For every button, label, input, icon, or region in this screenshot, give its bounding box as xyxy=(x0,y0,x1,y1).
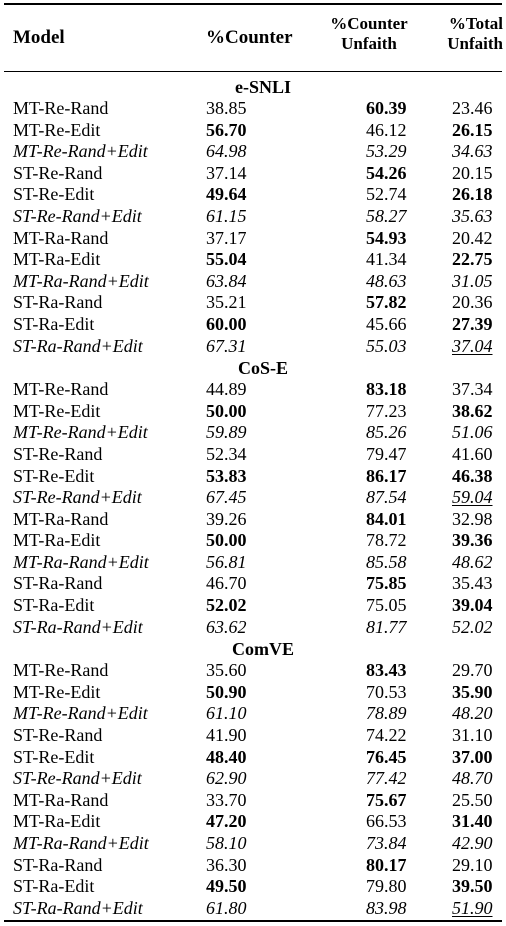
cell-counter: 50.00 xyxy=(206,400,247,421)
cell-counter-unfaith: 83.98 xyxy=(366,897,407,918)
cell-counter-unfaith: 84.01 xyxy=(366,508,407,529)
cell-counter: 67.45 xyxy=(206,487,247,508)
cell-model: MT-Ra-Edit xyxy=(13,530,101,551)
table-row xyxy=(0,747,506,769)
cell-counter: 50.90 xyxy=(206,681,247,702)
table-row xyxy=(0,163,506,185)
cell-model: MT-Re-Edit xyxy=(13,119,101,140)
cell-counter: 61.15 xyxy=(206,205,247,226)
table-row xyxy=(0,444,506,466)
top-rule xyxy=(4,3,502,5)
cell-model: ST-Ra-Rand xyxy=(13,573,103,594)
cell-total-unfaith: 37.04 xyxy=(452,335,493,356)
cell-counter: 48.40 xyxy=(206,746,247,767)
header-model: Model xyxy=(13,27,65,48)
cell-counter: 36.30 xyxy=(206,854,247,875)
cell-total-unfaith: 29.70 xyxy=(452,660,493,681)
cell-counter-unfaith: 52.74 xyxy=(366,184,407,205)
cell-total-unfaith: 22.75 xyxy=(452,249,493,270)
cell-counter: 58.10 xyxy=(206,833,247,853)
cell-counter-unfaith: 41.34 xyxy=(366,249,407,270)
cell-model: ST-Ra-Edit xyxy=(13,313,95,334)
cell-total-unfaith: 52.02 xyxy=(452,616,493,637)
cell-counter-unfaith: 80.17 xyxy=(366,854,407,875)
cell-counter: 33.70 xyxy=(206,789,247,810)
cell-counter-unfaith: 57.82 xyxy=(366,292,407,313)
cell-total-unfaith: 35.63 xyxy=(452,205,493,226)
cell-counter: 37.17 xyxy=(206,227,247,248)
cell-counter: 56.70 xyxy=(206,119,247,140)
cell-total-unfaith: 46.38 xyxy=(452,465,493,486)
table-row xyxy=(0,876,506,898)
cell-total-unfaith: 27.39 xyxy=(452,313,493,334)
cell-total-unfaith: 26.18 xyxy=(452,184,493,205)
cell-total-unfaith: 37.34 xyxy=(452,379,493,400)
cell-counter: 60.00 xyxy=(206,313,247,334)
cell-counter-unfaith: 77.23 xyxy=(366,400,407,421)
cell-total-unfaith: 48.62 xyxy=(452,551,493,572)
cell-counter-unfaith: 48.63 xyxy=(366,270,407,291)
cell-counter-unfaith: 58.27 xyxy=(366,205,407,226)
table-row xyxy=(0,811,506,833)
cell-counter-unfaith: 85.26 xyxy=(366,422,407,443)
cell-model: ST-Ra-Rand xyxy=(13,292,103,313)
cell-model: ST-Re-Rand xyxy=(13,443,103,464)
cell-counter: 52.02 xyxy=(206,595,247,616)
cell-counter-unfaith: 81.77 xyxy=(366,616,407,637)
cell-counter-unfaith: 75.05 xyxy=(366,595,407,616)
cell-total-unfaith: 39.04 xyxy=(452,595,493,616)
cell-total-unfaith: 51.06 xyxy=(452,422,493,443)
cell-counter-unfaith: 73.84 xyxy=(366,833,407,853)
cell-counter-unfaith: 60.39 xyxy=(366,98,407,118)
cell-counter-unfaith: 79.80 xyxy=(366,876,407,897)
cell-counter-unfaith: 83.18 xyxy=(366,379,407,400)
table-row xyxy=(0,790,506,812)
cell-counter-unfaith: 77.42 xyxy=(366,768,407,789)
header-counter-unfaith xyxy=(323,14,415,54)
header-counter-unfaith-line2: Unfaith xyxy=(341,34,397,53)
header-counter: %Counter xyxy=(206,27,293,48)
cell-total-unfaith: 23.46 xyxy=(452,98,493,118)
table-row xyxy=(0,573,506,595)
cell-counter: 49.50 xyxy=(206,876,247,897)
cell-total-unfaith: 35.43 xyxy=(452,573,493,594)
cell-model: MT-Re-Rand xyxy=(13,98,109,118)
cell-total-unfaith: 48.70 xyxy=(452,768,493,789)
cell-model: ST-Re-Rand+Edit xyxy=(13,768,142,789)
cell-counter-unfaith: 54.26 xyxy=(366,162,407,183)
cell-total-unfaith: 39.50 xyxy=(452,876,493,897)
cell-total-unfaith: 37.00 xyxy=(452,746,493,767)
cell-counter: 47.20 xyxy=(206,811,247,832)
cell-counter-unfaith: 55.03 xyxy=(366,335,407,356)
cell-counter-unfaith: 78.72 xyxy=(366,530,407,551)
section-title: CoS-E xyxy=(237,358,288,379)
header-rule xyxy=(4,71,502,72)
cell-model: MT-Re-Rand+Edit xyxy=(13,703,148,724)
header-total-unfaith-line2: Unfaith xyxy=(447,34,503,53)
table-row xyxy=(0,595,506,617)
cell-total-unfaith: 42.90 xyxy=(452,833,493,853)
table-row xyxy=(0,725,506,747)
cell-model: ST-Ra-Rand+Edit xyxy=(13,335,143,356)
cell-model: MT-Re-Rand+Edit xyxy=(13,141,148,162)
header-total-unfaith-line1: %Total xyxy=(448,14,503,33)
table-row xyxy=(0,552,506,574)
cell-counter-unfaith: 54.93 xyxy=(366,227,407,248)
cell-total-unfaith: 51.90 xyxy=(452,897,493,918)
cell-total-unfaith: 39.36 xyxy=(452,530,493,551)
cell-counter: 61.80 xyxy=(206,897,247,918)
bottom-rule xyxy=(4,920,502,922)
cell-model: MT-Re-Rand+Edit xyxy=(13,422,148,443)
table-row xyxy=(0,768,506,790)
cell-counter: 67.31 xyxy=(206,335,247,356)
cell-model: MT-Ra-Rand xyxy=(13,227,109,248)
cell-counter-unfaith: 76.45 xyxy=(366,746,407,767)
table-row xyxy=(0,206,506,228)
cell-counter-unfaith: 53.29 xyxy=(366,141,407,162)
cell-counter: 50.00 xyxy=(206,530,247,551)
cell-model: MT-Ra-Rand xyxy=(13,508,109,529)
table-row xyxy=(0,314,506,336)
cell-total-unfaith: 31.40 xyxy=(452,811,493,832)
cell-counter-unfaith: 70.53 xyxy=(366,681,407,702)
cell-counter: 49.64 xyxy=(206,184,247,205)
cell-model: ST-Ra-Rand xyxy=(13,854,103,875)
section-title: e-SNLI xyxy=(234,77,291,97)
table-body xyxy=(0,76,506,919)
cell-model: MT-Ra-Edit xyxy=(13,249,101,270)
cell-total-unfaith: 59.04 xyxy=(452,487,493,508)
cell-counter: 41.90 xyxy=(206,725,247,746)
table-row xyxy=(0,660,506,682)
cell-counter: 59.89 xyxy=(206,422,247,443)
cell-model: MT-Re-Edit xyxy=(13,400,101,421)
cell-counter-unfaith: 83.43 xyxy=(366,660,407,681)
cell-counter-unfaith: 87.54 xyxy=(366,487,407,508)
cell-counter: 55.04 xyxy=(206,249,247,270)
cell-counter-unfaith: 45.66 xyxy=(366,313,407,334)
cell-counter-unfaith: 86.17 xyxy=(366,465,407,486)
cell-counter: 38.85 xyxy=(206,98,247,118)
cell-total-unfaith: 20.15 xyxy=(452,162,493,183)
cell-model: ST-Re-Edit xyxy=(13,184,95,205)
table-row xyxy=(0,184,506,206)
table-row xyxy=(0,120,506,142)
cell-counter-unfaith: 78.89 xyxy=(366,703,407,724)
table-row xyxy=(0,228,506,250)
cell-model: ST-Ra-Edit xyxy=(13,876,95,897)
cell-model: MT-Ra-Rand+Edit xyxy=(13,833,149,853)
cell-total-unfaith: 35.90 xyxy=(452,681,493,702)
cell-model: ST-Re-Rand xyxy=(13,725,103,746)
cell-total-unfaith: 32.98 xyxy=(452,508,493,529)
cell-model: ST-Re-Edit xyxy=(13,465,95,486)
cell-total-unfaith: 20.36 xyxy=(452,292,493,313)
table-row xyxy=(0,617,506,639)
cell-counter: 37.14 xyxy=(206,162,247,183)
table-row xyxy=(0,422,506,444)
cell-counter: 53.83 xyxy=(206,465,247,486)
table-row xyxy=(0,141,506,163)
cell-total-unfaith: 31.10 xyxy=(452,725,493,746)
cell-counter: 35.60 xyxy=(206,660,247,681)
table-row xyxy=(0,249,506,271)
table-row xyxy=(0,703,506,725)
cell-model: ST-Ra-Edit xyxy=(13,595,95,616)
cell-counter: 64.98 xyxy=(206,141,247,162)
header-counter-unfaith-line1: %Counter xyxy=(330,14,408,33)
section-title: ComVE xyxy=(232,639,294,660)
cell-model: ST-Re-Rand+Edit xyxy=(13,205,142,226)
table-row xyxy=(0,336,506,358)
cell-model: MT-Ra-Rand+Edit xyxy=(13,551,149,572)
cell-model: MT-Ra-Rand xyxy=(13,789,109,810)
cell-counter-unfaith: 85.58 xyxy=(366,551,407,572)
cell-counter: 63.62 xyxy=(206,616,247,637)
cell-total-unfaith: 48.20 xyxy=(452,703,493,724)
cell-counter-unfaith: 66.53 xyxy=(366,811,407,832)
cell-total-unfaith: 34.63 xyxy=(452,141,493,162)
cell-counter: 52.34 xyxy=(206,443,247,464)
cell-model: ST-Re-Rand+Edit xyxy=(13,487,142,508)
cell-model: ST-Ra-Rand+Edit xyxy=(13,616,143,637)
cell-total-unfaith: 25.50 xyxy=(452,789,493,810)
table-row xyxy=(0,401,506,423)
cell-counter-unfaith: 75.67 xyxy=(366,789,407,810)
cell-model: MT-Re-Rand xyxy=(13,379,109,400)
cell-total-unfaith: 31.05 xyxy=(452,270,493,291)
table-row xyxy=(0,271,506,293)
cell-counter-unfaith: 74.22 xyxy=(366,725,407,746)
cell-model: ST-Re-Edit xyxy=(13,746,95,767)
cell-counter: 62.90 xyxy=(206,768,247,789)
table-row xyxy=(0,530,506,552)
table-row xyxy=(0,898,506,920)
table-row xyxy=(0,682,506,704)
table-row xyxy=(0,487,506,509)
cell-counter: 61.10 xyxy=(206,703,247,724)
cell-counter: 35.21 xyxy=(206,292,247,313)
cell-model: MT-Ra-Rand+Edit xyxy=(13,270,149,291)
cell-total-unfaith: 29.10 xyxy=(452,854,493,875)
cell-total-unfaith: 38.62 xyxy=(452,400,493,421)
header-total-unfaith xyxy=(437,14,503,54)
cell-total-unfaith: 41.60 xyxy=(452,443,493,464)
cell-counter-unfaith: 79.47 xyxy=(366,443,407,464)
cell-model: MT-Ra-Edit xyxy=(13,811,101,832)
cell-counter-unfaith: 46.12 xyxy=(366,119,407,140)
table-row xyxy=(0,855,506,877)
cell-model: MT-Re-Rand xyxy=(13,660,109,681)
cell-counter: 39.26 xyxy=(206,508,247,529)
cell-total-unfaith: 20.42 xyxy=(452,227,493,248)
table-row xyxy=(0,98,506,120)
cell-total-unfaith: 26.15 xyxy=(452,119,493,140)
table-row xyxy=(0,833,506,855)
cell-counter: 63.84 xyxy=(206,270,247,291)
cell-model: MT-Re-Edit xyxy=(13,681,101,702)
cell-counter-unfaith: 75.85 xyxy=(366,573,407,594)
cell-model: ST-Ra-Rand+Edit xyxy=(13,897,143,918)
table-row xyxy=(0,466,506,488)
table-row xyxy=(0,379,506,401)
table-header xyxy=(0,6,506,70)
cell-counter: 56.81 xyxy=(206,551,247,572)
cell-counter: 44.89 xyxy=(206,379,247,400)
table-row xyxy=(0,292,506,314)
cell-model: ST-Re-Rand xyxy=(13,162,103,183)
cell-counter: 46.70 xyxy=(206,573,247,594)
table-row xyxy=(0,509,506,531)
